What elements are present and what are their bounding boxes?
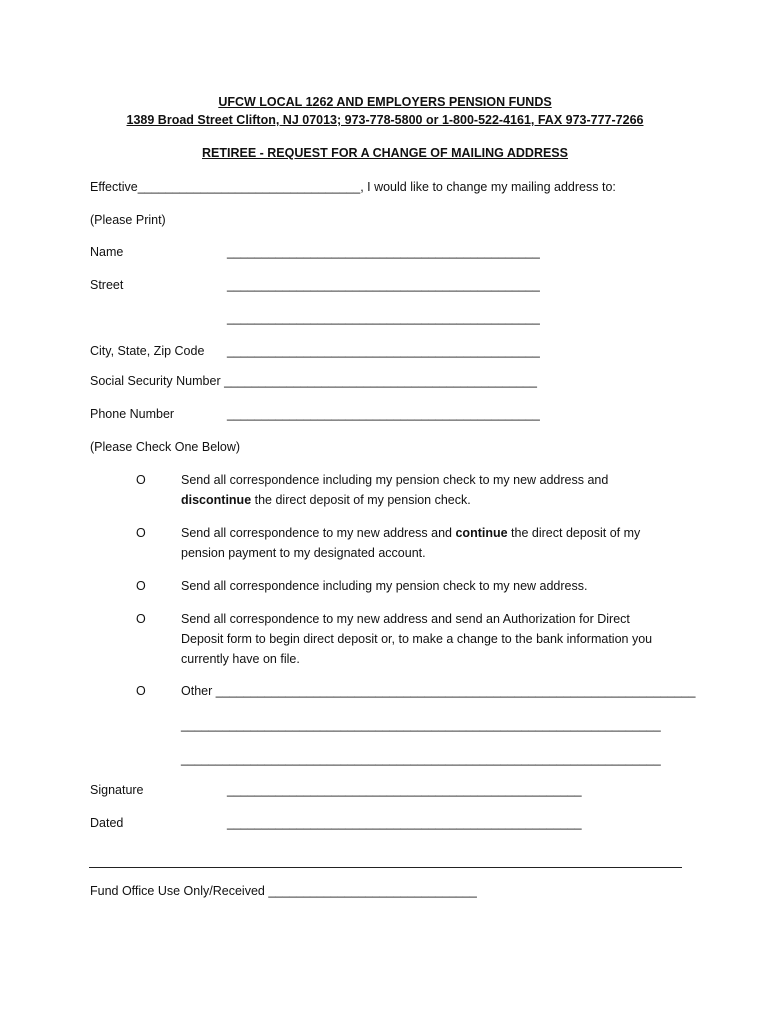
name-label: Name [90,245,124,259]
office-received-field[interactable]: ______________________________ [268,884,477,898]
option-other-line [181,681,695,701]
street-field-2[interactable]: _____________________________________________ [227,311,540,325]
signature-label: Signature [90,783,144,797]
street-field-1[interactable]: _____________________________________________ [227,278,540,292]
option-2-marker[interactable]: O [136,526,146,540]
option-1-line-1: Send all correspondence including my pension check to my new address and [181,473,609,487]
option-2-bold: continue [455,526,508,540]
option-2-end: the direct deposit of my [507,526,641,540]
phone-label: Phone Number [90,407,175,421]
check-one-note: (Please Check One Below) [90,440,241,454]
dated-field[interactable]: ___________________________________________________ [227,816,582,830]
ssn-label: Social Security Number [90,374,221,388]
street-label: Street [90,278,124,292]
divider-line [89,867,682,868]
option-4-marker[interactable]: O [136,612,146,626]
option-4-line-3: currently have on file. [181,652,300,666]
option-1-line-2 [181,490,608,510]
fund-title: UFCW LOCAL 1262 AND EMPLOYERS PENSION FUNDS [218,95,552,109]
option-5-marker[interactable]: O [136,684,146,698]
effective-date-field[interactable]: ________________________________ [137,180,361,194]
effective-line [90,180,616,194]
option-4-text [181,609,652,669]
effective-label: Effective [90,180,138,194]
fund-address: 1389 Broad Street Clifton, NJ 07013; 973-778-5800 or 1-800-522-4161, FAX 973-777-7266 [126,113,644,127]
ssn-field[interactable]: _____________________________________________ [224,374,537,388]
office-use-line [90,884,477,898]
option-2-text [181,523,640,563]
option-4-line-2: Deposit form to begin direct deposit or, to make a change to the bank information you [181,632,653,646]
option-2-start: Send all correspondence to my new address and [181,526,456,540]
option-2-line-2: pension payment to my designated account. [181,546,426,560]
ssn-line [90,374,537,388]
office-use-label: Fund Office Use Only/Received [90,884,269,898]
option-1-marker[interactable]: O [136,473,146,487]
option-1-rest: the direct deposit of my pension check. [251,493,471,507]
please-print-note: (Please Print) [90,213,166,227]
city-state-zip-label: City, State, Zip Code [90,344,205,358]
option-1-bold: discontinue [181,493,252,507]
other-field-3[interactable]: _____________________________________________________________________ [181,752,661,766]
option-1-text [181,470,608,510]
option-2-line-1 [181,523,640,543]
name-field[interactable]: _____________________________________________ [227,245,540,259]
option-4-line-1: Send all correspondence to my new address and send an Authorization for Direct [181,612,630,626]
effective-suffix: , I would like to change my mailing address to: [360,180,616,194]
other-field-1[interactable]: _____________________________________________________________________ [215,684,696,698]
signature-field[interactable]: ___________________________________________________ [227,783,582,797]
city-state-zip-field[interactable]: _____________________________________________ [227,344,540,358]
other-label: Other [181,684,216,698]
other-field-2[interactable]: _____________________________________________________________________ [181,718,661,732]
dated-label: Dated [90,816,124,830]
option-3-marker[interactable]: O [136,579,146,593]
phone-field[interactable]: _____________________________________________ [227,407,540,421]
form-title: RETIREE - REQUEST FOR A CHANGE OF MAILING ADDRESS [202,146,568,160]
option-3-text: Send all correspondence including my pension check to my new address. [181,579,588,593]
